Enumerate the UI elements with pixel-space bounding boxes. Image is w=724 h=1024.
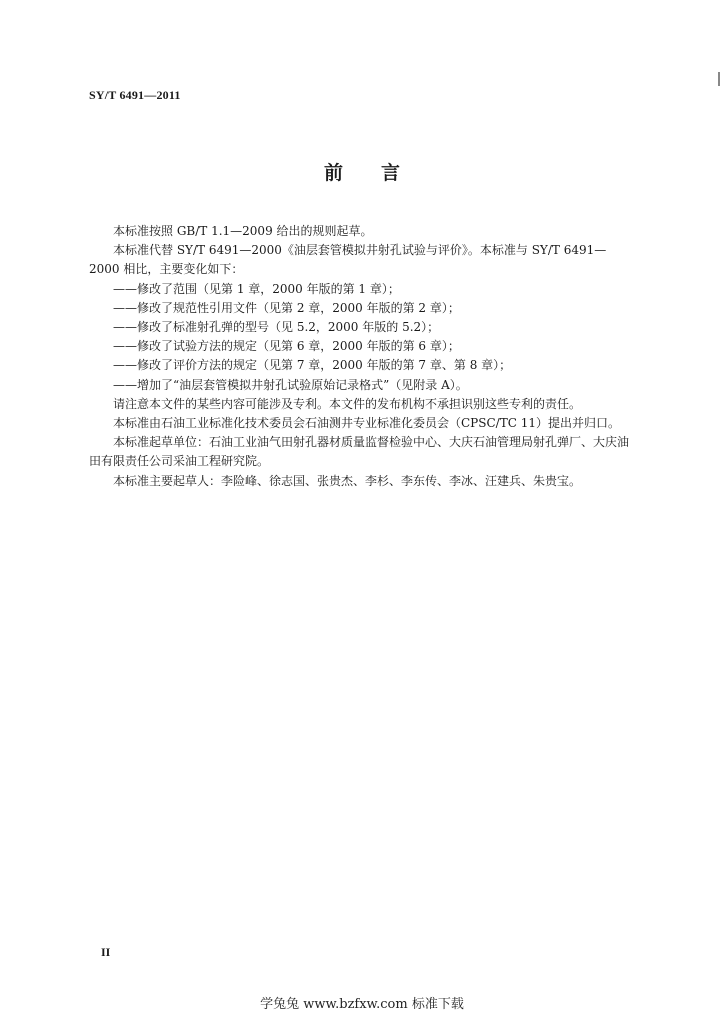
list-item: ——修改了标准射孔弹的型号（见 5.2，2000 年版的 5.2）； <box>113 320 440 335</box>
list-item: ——增加了“油层套管模拟井射孔试验原始记录格式”（见附录 A）。 <box>113 377 468 392</box>
list-item: ——修改了试验方法的规定（见第 6 章，2000 年版的第 6 章）； <box>113 339 460 354</box>
paragraph-drafting-rules: 本标准按照 GB/T 1.1—2009 给出的规则起草。 <box>113 224 373 238</box>
list-item: ——修改了范围（见第 1 章，2000 年版的第 1 章）； <box>113 281 400 296</box>
paragraph-drafters: 本标准主要起草人：李险峰、徐志国、张贵杰、李杉、李东传、李冰、汪建兵、朱贵宝。 <box>113 473 582 488</box>
standard-code-header: SY/T 6491—2011 <box>89 88 181 102</box>
paragraph-proposer: 本标准由石油工业标准化技术委员会石油测井专业标准化委员会（CPSC/TC 11）提出并归口。 <box>113 416 620 431</box>
foreword-body <box>89 222 633 491</box>
paragraph-patent-notice: 请注意本文件的某些内容可能涉及专利。本文件的发布机构不承担识别这些专利的责任。 <box>113 396 582 411</box>
list-item: ——修改了规范性引用文件（见第 2 章，2000 年版的第 2 章）； <box>113 300 460 315</box>
changes-list <box>89 280 633 395</box>
scan-edge-mark <box>718 72 720 86</box>
paragraph-drafting-units: 本标准起草单位：石油工业油气田射孔器材质量监督检验中心、大庆石油管理局射孔弹厂、大庆油田有限责任公司采油工程研究院。 <box>89 435 630 469</box>
page-title: 前言 <box>323 162 438 184</box>
footer-watermark: 学兔兔 www.bzfxw.com 标准下载 <box>260 997 464 1012</box>
page-number: II <box>101 945 111 959</box>
paragraph-replacement: 本标准代替 SY/T 6491—2000《油层套管模拟井射孔试验与评价》。本标准与 SY/T 6491—2000 相比，主要变化如下： <box>89 243 607 277</box>
list-item: ——修改了评价方法的规定（见第 7 章，2000 年版的第 7 章、第 8 章）； <box>113 358 512 373</box>
